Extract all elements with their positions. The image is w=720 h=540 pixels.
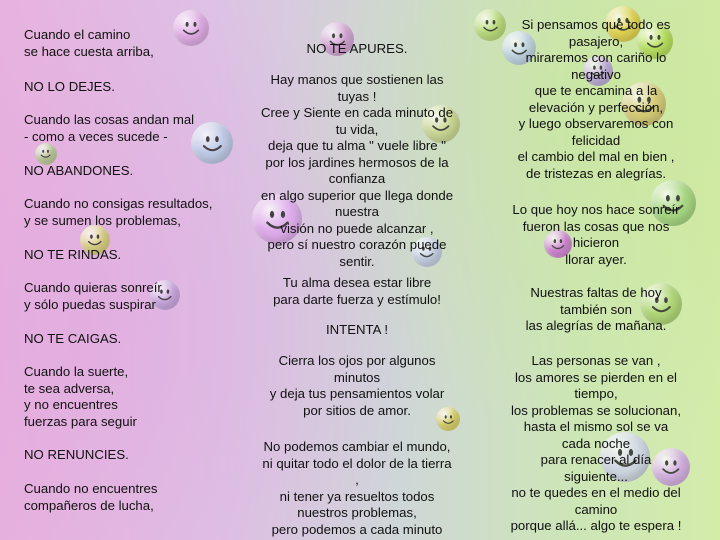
left-text-block: Cuando las cosas andan mal - como a veces sucede - [24, 112, 195, 144]
middle-text-block: INTENTA ! [325, 322, 389, 337]
smiley-face-icon [191, 122, 233, 164]
middle-text-block: Cierra los ojos por algunos minutos y deja tus pensamientos volar por sitios de amor. [269, 353, 445, 418]
right-text-block: Nuestras faltas de hoy también son las alegrías de mañana. [525, 285, 667, 333]
left-text-block: NO LO DEJES. [24, 79, 115, 94]
left-text-block: Cuando la suerte, te sea adversa, y no encuentres fuerzas para seguir [24, 364, 137, 429]
right-text-block: Las personas se van , los amores se pierden en el tiempo, los problemas se solucionan, hasta el mismo sol se va cada noche para renacer al día siguiente... no te quedes en el medio del camino porque allá... algo te espera ! [510, 353, 682, 533]
middle-text-block: NO TE APURES. [306, 41, 408, 56]
middle-text-block: Hay manos que sostienen las tuyas ! Cree y Siente en cada minuto de tu vida, deja que tu alma " vuele libre " por los jardines hermosos de la confianza en algo superior que llega donde nuestra visión no puede alcanzar , pero sí nuestro corazón puede sentir. [260, 72, 454, 269]
left-text-block: NO RENUNCIES. [24, 447, 129, 462]
smiley-face-icon [173, 10, 209, 46]
left-text-block: NO TE CAIGAS. [24, 331, 122, 346]
right-text-block: Si pensamos que todo es pasajero, miraremos con cariño lo negativo que te encamina a la elevación y perfección, y luego observaremos con felicidad el cambio del mal en bien , de tristezas en alegrías. [517, 17, 675, 181]
middle-text-block: Tu alma desea estar libre para darte fuerza y estímulo! [273, 275, 441, 307]
left-text-block: Cuando quieras sonreír y sólo puedas suspirar [24, 280, 162, 312]
smiley-face-icon [35, 143, 57, 165]
right-text-block: Lo que hoy nos hace sonreír fueron las cosas que nos hicieron llorar ayer. [512, 202, 680, 267]
left-text-block: NO ABANDONES. [24, 163, 134, 178]
left-text-block: Cuando el camino se hace cuesta arriba, [24, 27, 154, 59]
left-text-block: Cuando no encuentres compañeros de lucha, [24, 481, 158, 513]
middle-text-block: No podemos cambiar el mundo, ni quitar todo el dolor de la tierra , ni tener ya resueltos todos nuestros problemas, pero podemos a cada minuto [262, 439, 452, 537]
left-text-block: NO TE RINDAS. [24, 247, 122, 262]
left-text-block: Cuando no consigas resultados, y se sumen los problemas, [24, 196, 213, 228]
